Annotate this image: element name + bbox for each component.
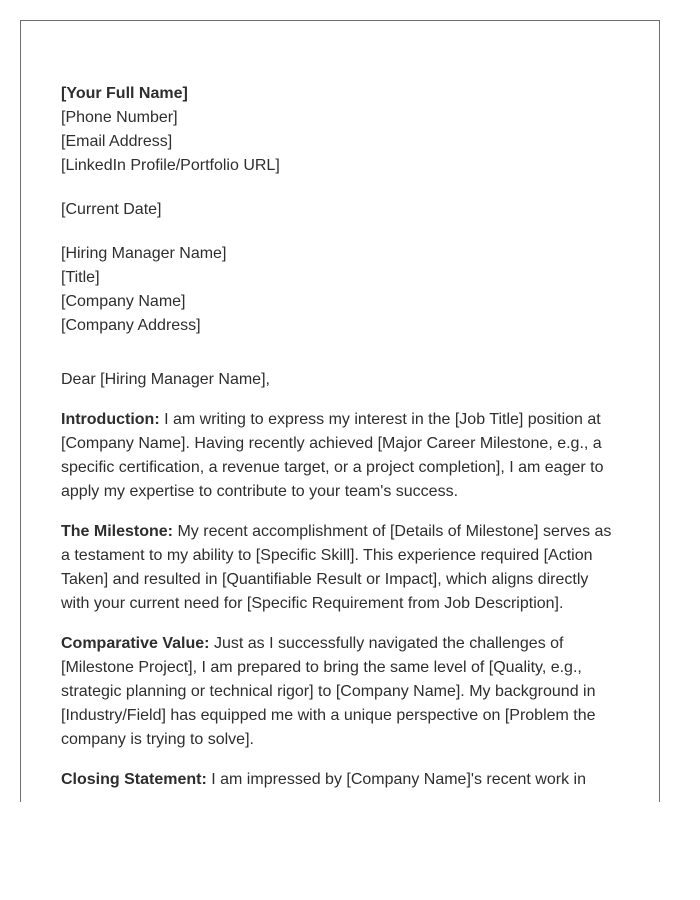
sender-email: [Email Address] <box>61 133 173 150</box>
sender-full-name: [Your Full Name] <box>61 85 188 102</box>
paragraph-line: [Company Name]. Having recently achieved [Major Career Milestone, e.g., a <box>61 435 602 452</box>
paragraph-lead: Closing Statement: <box>61 771 207 788</box>
paragraph-line: strategic planning or technical rigor] to [Company Name]. My background in <box>61 683 596 700</box>
recipient-block <box>61 242 621 338</box>
paragraph-comparative-value <box>61 632 621 752</box>
paragraph-line: with your current need for [Specific Requirement from Job Description]. <box>61 595 564 612</box>
paragraph-line: Just as I successfully navigated the challenges of <box>209 635 564 652</box>
paragraph-line: My recent accomplishment of [Details of Milestone] serves as <box>173 523 612 540</box>
sender-phone: [Phone Number] <box>61 109 178 126</box>
recipient-address: [Company Address] <box>61 317 201 334</box>
sender-linkedin: [LinkedIn Profile/Portfolio URL] <box>61 157 280 174</box>
letter-date: [Current Date] <box>61 201 162 218</box>
letter-content <box>61 82 621 792</box>
salutation: Dear [Hiring Manager Name], <box>61 371 270 388</box>
paragraph-line: I am impressed by [Company Name]'s recent work in <box>206 771 586 788</box>
paragraph-line: [Industry/Field] has equipped me with a unique perspective on [Problem the <box>61 707 596 724</box>
paragraph-introduction <box>61 408 621 504</box>
recipient-title: [Title] <box>61 269 100 286</box>
paragraph-line: specific certification, a revenue target, or a project completion], I am eager to <box>61 459 604 476</box>
paragraph-milestone <box>61 520 621 616</box>
paragraph-lead: Comparative Value: <box>61 635 210 652</box>
paragraph-line: company is trying to solve]. <box>61 731 254 748</box>
paragraph-line: a testament to my ability to [Specific Skill]. This experience required [Action <box>61 547 593 564</box>
paragraph-closing-statement <box>61 768 621 792</box>
paragraph-line: [Milestone Project], I am prepared to bring the same level of [Quality, e.g., <box>61 659 582 676</box>
salutation-block <box>61 368 621 392</box>
letter-page <box>20 20 660 802</box>
paragraph-lead: The Milestone: <box>61 523 174 540</box>
paragraph-line: apply my expertise to contribute to your team's success. <box>61 483 459 500</box>
recipient-name: [Hiring Manager Name] <box>61 245 227 262</box>
date-block <box>61 198 621 222</box>
paragraph-line: Taken] and resulted in [Quantifiable Result or Impact], which aligns directly <box>61 571 589 588</box>
paragraph-lead: Introduction: <box>61 411 160 428</box>
recipient-company: [Company Name] <box>61 293 186 310</box>
paragraph-line: I am writing to express my interest in the [Job Title] position at <box>159 411 601 428</box>
sender-block <box>61 82 621 178</box>
